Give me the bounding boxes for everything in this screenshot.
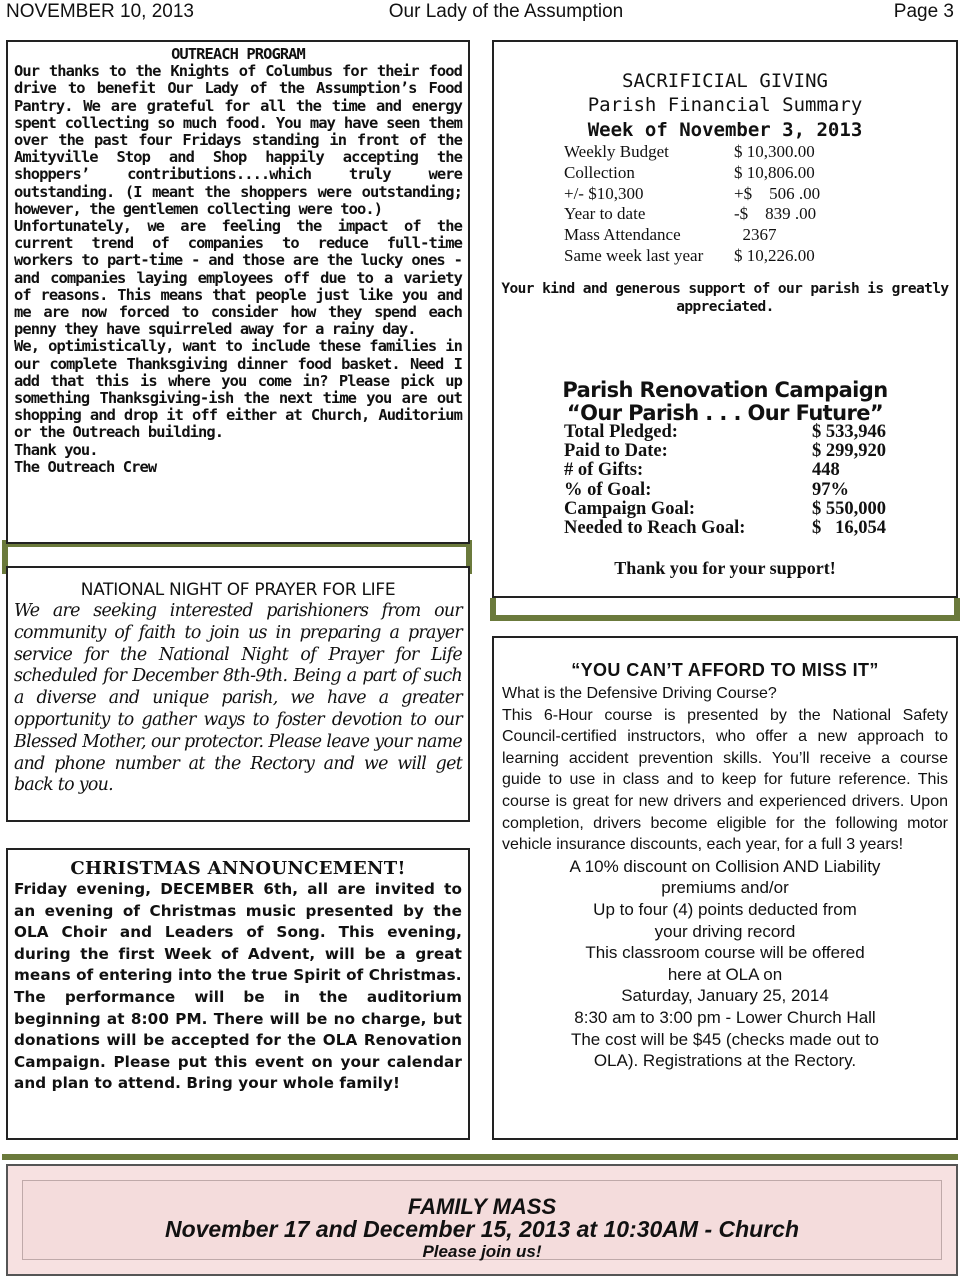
table-row — [564, 499, 924, 518]
row-value: $ 16,054 — [812, 517, 886, 538]
table-row — [564, 246, 894, 267]
row-label: Paid to Date: — [564, 441, 668, 462]
row-label: Weekly Budget — [564, 142, 669, 161]
row-label: Total Pledged: — [564, 422, 678, 442]
driving-question: What is the Defensive Driving Course? — [502, 685, 777, 702]
christmas-section — [6, 848, 470, 1140]
driving-detail-line: OLA). Registrations at the Rectory. — [593, 1051, 857, 1071]
driving-detail-line: This classroom course will be offered — [585, 943, 865, 963]
row-label: Campaign Goal: — [564, 498, 696, 519]
driving-detail-line: premiums and/or — [661, 878, 789, 898]
driving-detail-line: your driving record — [654, 921, 796, 941]
row-value: 448 — [812, 460, 840, 481]
page-number: Page 3 — [893, 1, 954, 22]
driving-course-section — [492, 636, 958, 1140]
row-value: +$ 506 .00 — [734, 183, 821, 203]
row-label: Same week last year — [564, 245, 704, 265]
row-label: % of Goal: — [564, 479, 652, 500]
outreach-section — [6, 40, 470, 544]
divider-bar — [2, 1154, 958, 1160]
giving-title: SACRIFICIAL GIVING — [622, 70, 828, 92]
christmas-title: CHRISTMAS ANNOUNCEMENT! — [70, 858, 406, 879]
divider-bar — [490, 598, 496, 618]
driving-detail-line: Up to four (4) points deducted from — [593, 899, 857, 919]
row-label: # of Gifts: — [564, 460, 644, 481]
prayer-body: We are seeking interested parishioners from our community of faith to join us in preparing a prayer service for the National Night of Prayer for Life scheduled for December 8th-9th. Being a part of such a diverse and unique parish, we have a greater opportunity to gather ways to foster devotion to our Blessed Mother, our protector. Please leave your name and phone number at the Rectory and we will get back to you. — [14, 601, 462, 796]
row-label: Year to date — [564, 204, 646, 224]
christmas-paragraph: The performance will be in the auditorium beginning at 8:00 PM. There will be no charge, but donations will be accepted for the OLA Renovation Campaign. Please put this event on your calendar and plan to attend. Bring your whole family! — [14, 987, 462, 1093]
outreach-paragraph: We, optimistically, want to include these families in our complete Thanksgiving dinner food basket. Need I add that this is where you come in? Please pick up something Thanksgiving-ish the next time you are out shopping and drop it off either at Church, Auditorium or the Outreach building. — [14, 337, 462, 442]
renovation-thanks: Thank you for your support! — [614, 558, 836, 578]
outreach-title: OUTREACH PROGRAM — [171, 45, 305, 63]
outreach-paragraph: Unfortunately, we are feeling the impact of the current trend of companies to reduce full-time workers to part-time - and those are the lucky ones - and companies laying employees off due to a variety of reasons. This means that people just like you and me are now forced to consider how they spend each penny they have squirreled away for a rainy day. — [14, 217, 462, 339]
outreach-signature: The Outreach Crew — [14, 457, 157, 476]
renovation-subtitle: “Our Parish . . . Our Future” — [566, 401, 884, 425]
driving-title: “YOU CAN’T AFFORD TO MISS IT” — [571, 660, 879, 680]
row-label: Mass Attendance — [564, 225, 681, 245]
row-label: +/- $10,300 — [564, 183, 644, 203]
row-value: $ 533,946 — [812, 422, 886, 442]
driving-detail-line: here at OLA on — [667, 964, 783, 984]
table-row — [564, 518, 924, 537]
row-label: Collection — [564, 162, 635, 182]
table-row — [564, 184, 894, 205]
renovation-table — [564, 422, 924, 537]
table-row — [564, 480, 924, 499]
driving-detail-line: A 10% discount on Collision AND Liability — [569, 856, 881, 876]
table-row — [564, 460, 924, 479]
outreach-paragraph: Thank you. — [14, 440, 98, 459]
driving-detail-line: 8:30 am to 3:00 pm - Lower Church Hall — [574, 1007, 876, 1027]
mass-invite: Please join us! — [422, 1242, 542, 1261]
row-value: $ 10,300.00 — [734, 142, 815, 161]
outreach-paragraph: Our thanks to the Knights of Columbus for their food drive to benefit Our Lady of the Assumption’s Food Pantry. We are grateful for all the time and energy spent collecting so much food. You may have seen them over the past four Fridays standing in front of the Amityville Stop and Shop happily accepting the shoppers’ contributions....which truly were outstanding. (I meant the shoppers were outstanding; however, the gentlemen collecting were too.) — [14, 62, 462, 218]
giving-subtitle: Parish Financial Summary — [587, 94, 863, 116]
mass-dates: November 17 and December 15, 2013 at 10:30AM - Church — [164, 1216, 800, 1242]
row-value: -$ 839 .00 — [734, 204, 817, 224]
table-row — [564, 225, 894, 246]
divider-bar — [954, 598, 960, 618]
driving-detail-line: The cost will be $45 (checks made out to — [570, 1029, 880, 1049]
giving-section — [492, 40, 958, 598]
table-row — [564, 142, 894, 163]
table-row — [564, 441, 924, 460]
christmas-paragraph: Friday evening, DECEMBER 6th, all are invited to an evening of Christmas music presented by the OLA Choir and Leaders of Song. This evening, during the first Week of Advent, will be a great means of entering into the true Spirit of Christmas. — [14, 880, 462, 985]
issue-date: NOVEMBER 10, 2013 — [6, 1, 194, 22]
mass-title: FAMILY MASS — [407, 1194, 557, 1219]
row-value: 2367 — [734, 225, 777, 245]
divider-bar — [490, 615, 960, 621]
row-label: Needed to Reach Goal: — [564, 517, 746, 538]
row-value: 97% — [812, 479, 849, 500]
row-value: $ 550,000 — [812, 498, 886, 519]
row-value: $ 10,226.00 — [734, 245, 815, 265]
table-row — [564, 422, 924, 441]
row-value: $ 299,920 — [812, 441, 886, 462]
row-value: $ 10,806.00 — [734, 162, 815, 182]
family-mass-banner — [6, 1164, 958, 1276]
prayer-section — [6, 566, 470, 822]
prayer-title: NATIONAL NIGHT OF PRAYER FOR LIFE — [80, 580, 396, 600]
giving-week: Week of November 3, 2013 — [587, 119, 863, 141]
table-row — [564, 204, 894, 225]
driving-body: This 6-Hour course is presented by the National Safety Council-certified instructors, who offer a new approach to learning accident prevention skills. You’ll receive a course guide to use in class and to keep for future reference. This course is great for new drivers and experienced drivers. Upon completion, drivers become eligible for the following motor vehicle insurance discounts, each year, for a full 3 years! — [502, 706, 948, 854]
giving-thanks: Your kind and generous support of our parish is greatly appreciated. — [501, 281, 949, 315]
parish-name: Our Lady of the Assumption — [388, 1, 624, 22]
financial-summary-table — [564, 142, 894, 267]
table-row — [564, 163, 894, 184]
page-header — [0, 0, 960, 28]
driving-detail-line: Saturday, January 25, 2014 — [621, 986, 829, 1006]
renovation-title: Parish Renovation Campaign — [562, 378, 888, 402]
